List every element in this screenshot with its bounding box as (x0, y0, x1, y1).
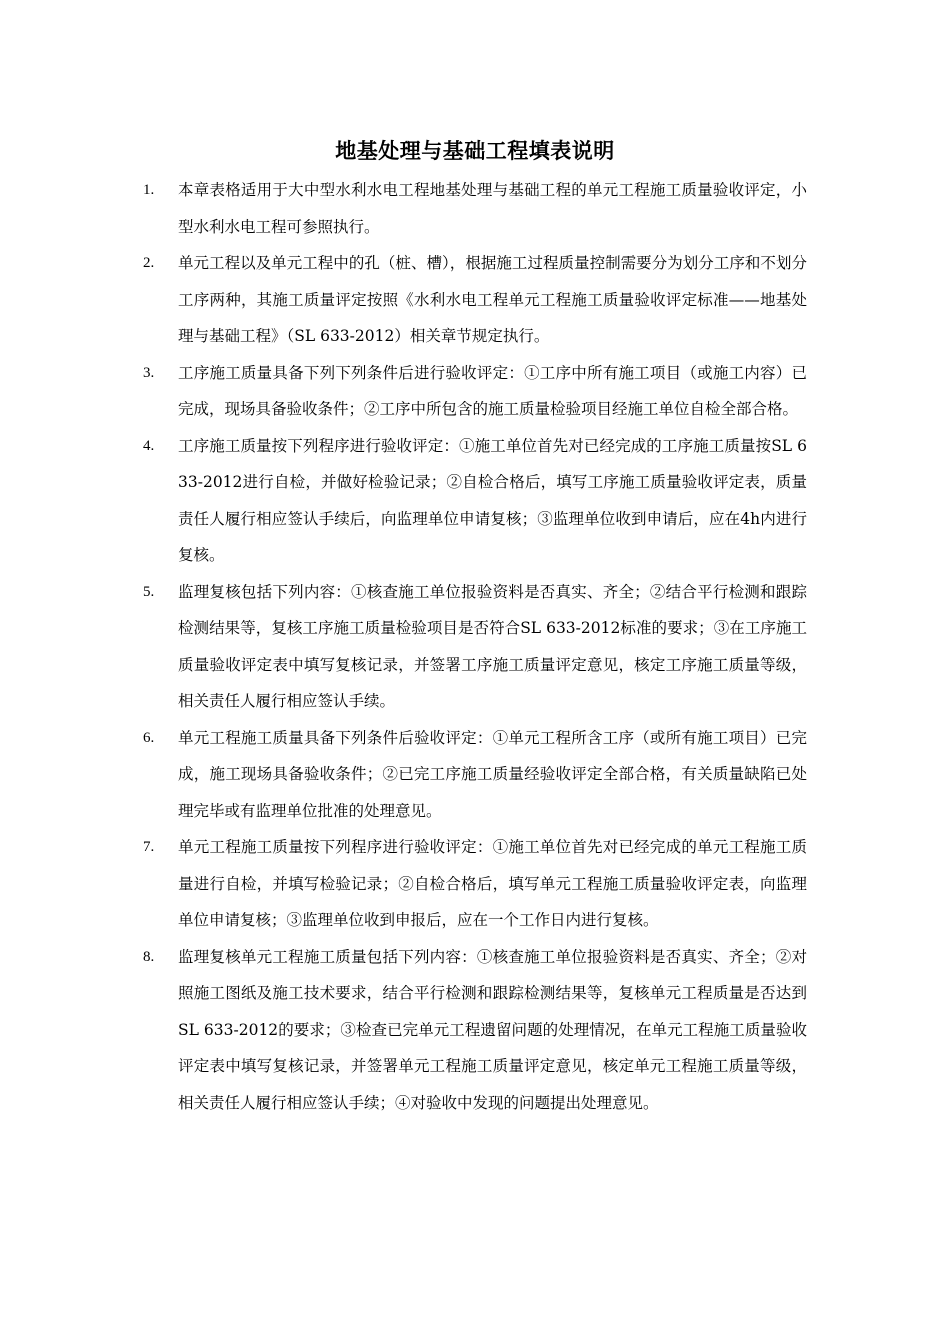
list-item-number: 6. (143, 729, 155, 746)
list-item (143, 172, 807, 245)
page-title: 地基处理与基础工程填表说明 (335, 138, 615, 163)
instruction-list (143, 172, 807, 1121)
list-item-number: 8. (143, 948, 155, 965)
list-item-number: 2. (143, 255, 155, 271)
list-item (143, 245, 807, 355)
list-item (143, 829, 807, 939)
list-item-number: 1. (143, 182, 155, 198)
list-item-number: 3. (143, 364, 155, 381)
list-item (143, 574, 807, 720)
list-item-number: 7. (143, 839, 155, 855)
list-item-text: 本章表格适用于大中型水利水电工程地基处理与基础工程的单元工程施工质量验收评定，小型水利水电工程可参照执行。 (178, 181, 807, 236)
list-item-number: 4. (143, 437, 155, 454)
list-item (143, 355, 807, 428)
list-item-text: 工序施工质量按下列程序进行验收评定：①施工单位首先对已经完成的工序施工质量按SL 633-2012进行自检，并做好检验记录；②自检合格后，填写工序施工质量验收评定表，质量责任人履行相应签认手续后，向监理单位申请复核；③监理单位收到申请后，应在4h内进行复核。 (178, 436, 807, 564)
list-item-number: 5. (143, 583, 155, 600)
list-item-text: 单元工程以及单元工程中的孔（桩、槽），根据施工过程质量控制需要分为划分工序和不划分工序两种，其施工质量评定按照《水利水电工程单元工程施工质量验收评定标准——地基处理与基础工程》（SL 633-2012）相关章节规定执行。 (178, 254, 807, 345)
list-item (143, 720, 807, 830)
list-item (143, 428, 807, 574)
list-item-text: 监理复核单元工程施工质量包括下列内容：①核查施工单位报验资料是否真实、齐全；②对照施工图纸及施工技术要求，结合平行检测和跟踪检测结果等，复核单元工程质量是否达到SL 633-2012的要求；③检查已完单元工程遗留问题的处理情况，在单元工程施工质量验收评定表中填写复核记录，并签署单元工程施工质量评定意见，核定单元工程施工质量等级，相关责任人履行相应签认手续；④对验收中发现的问题提出处理意见。 (178, 947, 807, 1112)
list-item-text: 单元工程施工质量具备下列条件后验收评定：①单元工程所含工序（或所有施工项目）已完成，施工现场具备验收条件；②已完工序施工质量经验收评定全部合格，有关质量缺陷已处理完毕或有监理单位批准的处理意见。 (178, 728, 807, 820)
list-item-text: 监理复核包括下列内容：①核查施工单位报验资料是否真实、齐全；②结合平行检测和跟踪检测结果等，复核工序施工质量检验项目是否符合SL 633-2012标准的要求；③在工序施工质量验收评定表中填写复核记录，并签署工序施工质量评定意见，核定工序施工质量等级，相关责任人履行相应签认手续。 (178, 582, 807, 710)
list-item-text: 工序施工质量具备下列下列条件后进行验收评定：①工序中所有施工项目（或施工内容）已完成，现场具备验收条件；②工序中所包含的施工质量检验项目经施工单位自检全部合格。 (178, 363, 807, 418)
list-item-text: 单元工程施工质量按下列程序进行验收评定：①施工单位首先对已经完成的单元工程施工质量进行自检，并填写检验记录；②自检合格后，填写单元工程施工质量验收评定表，向监理单位申请复核；③监理单位收到申报后，应在一个工作日内进行复核。 (178, 838, 807, 929)
list-item (143, 939, 807, 1122)
